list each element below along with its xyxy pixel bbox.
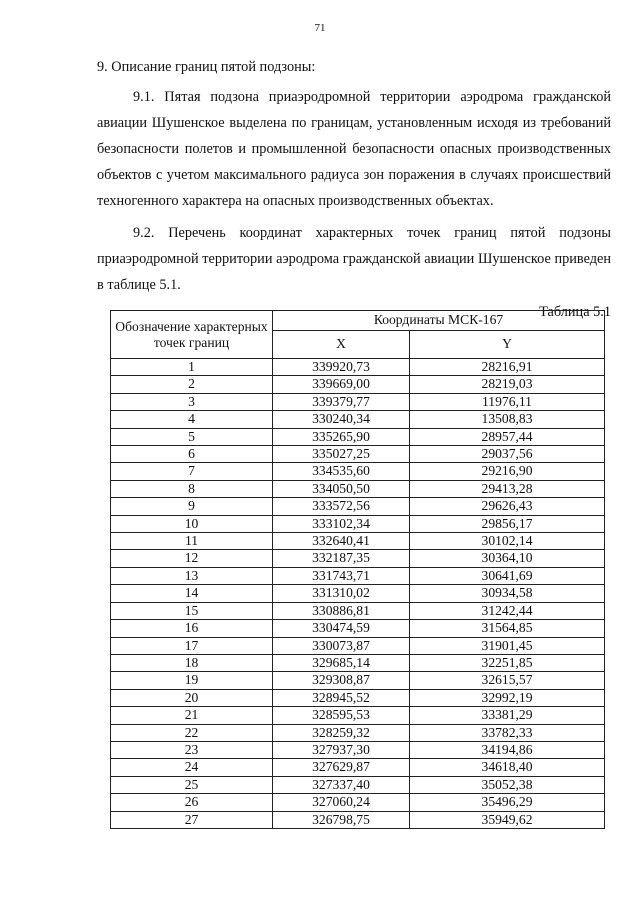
table-row: [111, 637, 605, 654]
table-row: [111, 446, 605, 463]
x-coordinate-cell: 327629,87: [273, 759, 410, 776]
point-number-cell: 4: [111, 411, 273, 428]
x-coordinate-cell: 332640,41: [273, 533, 410, 550]
point-number-cell: 13: [111, 567, 273, 584]
x-coordinate-cell: 339920,73: [273, 359, 410, 376]
point-number-cell: 9: [111, 498, 273, 515]
point-number-cell: 19: [111, 672, 273, 689]
table-row: [111, 550, 605, 567]
y-coordinate-cell: 35052,38: [410, 776, 605, 793]
table-row: [111, 776, 605, 793]
y-coordinate-cell: 34618,40: [410, 759, 605, 776]
x-coordinate-cell: 329308,87: [273, 672, 410, 689]
y-coordinate-cell: 28957,44: [410, 428, 605, 445]
x-coordinate-cell: 330073,87: [273, 637, 410, 654]
table-row: [111, 689, 605, 706]
y-coordinate-cell: 35949,62: [410, 811, 605, 828]
x-coordinate-cell: 326798,75: [273, 811, 410, 828]
y-coordinate-cell: 32992,19: [410, 689, 605, 706]
point-number-cell: 27: [111, 811, 273, 828]
header-x: X: [273, 331, 410, 359]
y-coordinate-cell: 29856,17: [410, 515, 605, 532]
y-coordinate-cell: 31564,85: [410, 620, 605, 637]
point-number-cell: 2: [111, 376, 273, 393]
point-number-cell: 12: [111, 550, 273, 567]
x-coordinate-cell: 330474,59: [273, 620, 410, 637]
y-coordinate-cell: 28219,03: [410, 376, 605, 393]
x-coordinate-cell: 332187,35: [273, 550, 410, 567]
table-row: [111, 533, 605, 550]
table-row: [111, 359, 605, 376]
x-coordinate-cell: 334535,60: [273, 463, 410, 480]
document-body: [97, 54, 611, 322]
x-coordinate-cell: 330886,81: [273, 602, 410, 619]
table-row: [111, 393, 605, 410]
y-coordinate-cell: 34194,86: [410, 741, 605, 758]
coordinates-table-body: [111, 359, 605, 829]
point-number-cell: 20: [111, 689, 273, 706]
y-coordinate-cell: 28216,91: [410, 359, 605, 376]
y-coordinate-cell: 33782,33: [410, 724, 605, 741]
x-coordinate-cell: 334050,50: [273, 480, 410, 497]
point-number-cell: 1: [111, 359, 273, 376]
page-number: 71: [314, 22, 326, 34]
x-coordinate-cell: 328259,32: [273, 724, 410, 741]
table-row: [111, 759, 605, 776]
x-coordinate-cell: 327937,30: [273, 741, 410, 758]
table-row: [111, 724, 605, 741]
x-coordinate-cell: 339669,00: [273, 376, 410, 393]
y-coordinate-cell: 32251,85: [410, 654, 605, 671]
point-number-cell: 24: [111, 759, 273, 776]
table-row: [111, 463, 605, 480]
point-number-cell: 21: [111, 707, 273, 724]
table-row: [111, 794, 605, 811]
table-row: [111, 376, 605, 393]
y-coordinate-cell: 13508,83: [410, 411, 605, 428]
x-coordinate-cell: 328595,53: [273, 707, 410, 724]
y-coordinate-cell: 31901,45: [410, 637, 605, 654]
y-coordinate-cell: 32615,57: [410, 672, 605, 689]
table-row: [111, 411, 605, 428]
point-number-cell: 17: [111, 637, 273, 654]
table-row: [111, 585, 605, 602]
y-coordinate-cell: 29037,56: [410, 446, 605, 463]
y-coordinate-cell: 30641,69: [410, 567, 605, 584]
x-coordinate-cell: 327337,40: [273, 776, 410, 793]
table-row: [111, 515, 605, 532]
y-coordinate-cell: 30102,14: [410, 533, 605, 550]
y-coordinate-cell: 29216,90: [410, 463, 605, 480]
section-heading: 9. Описание границ пятой подзоны:: [97, 59, 316, 75]
header-y: Y: [410, 331, 605, 359]
header-designation: Обозначение характерных точек границ: [111, 311, 273, 359]
x-coordinate-cell: 329685,14: [273, 654, 410, 671]
x-coordinate-cell: 330240,34: [273, 411, 410, 428]
y-coordinate-cell: 30364,10: [410, 550, 605, 567]
table-row: [111, 672, 605, 689]
point-number-cell: 8: [111, 480, 273, 497]
table-row: [111, 602, 605, 619]
point-number-cell: 23: [111, 741, 273, 758]
table-row: [111, 498, 605, 515]
y-coordinate-cell: 30934,58: [410, 585, 605, 602]
paragraph-9-2: 9.2. Перечень координат характерных точек границ пятой подзоны приаэродромной территории аэродрома гражданской авиации Шушенское приведен в таблице 5.1.: [97, 225, 611, 293]
table-row: [111, 480, 605, 497]
y-coordinate-cell: 35496,29: [410, 794, 605, 811]
x-coordinate-cell: 335027,25: [273, 446, 410, 463]
x-coordinate-cell: 331310,02: [273, 585, 410, 602]
point-number-cell: 15: [111, 602, 273, 619]
y-coordinate-cell: 29413,28: [410, 480, 605, 497]
point-number-cell: 22: [111, 724, 273, 741]
y-coordinate-cell: 11976,11: [410, 393, 605, 410]
point-number-cell: 6: [111, 446, 273, 463]
point-number-cell: 26: [111, 794, 273, 811]
table-row: [111, 707, 605, 724]
x-coordinate-cell: 331743,71: [273, 567, 410, 584]
point-number-cell: 14: [111, 585, 273, 602]
table-caption: Таблица 5.1: [539, 304, 611, 320]
table-row: [111, 654, 605, 671]
coordinates-table: [110, 310, 605, 829]
point-number-cell: 3: [111, 393, 273, 410]
table-row: [111, 428, 605, 445]
x-coordinate-cell: 333572,56: [273, 498, 410, 515]
point-number-cell: 5: [111, 428, 273, 445]
point-number-cell: 10: [111, 515, 273, 532]
x-coordinate-cell: 339379,77: [273, 393, 410, 410]
y-coordinate-cell: 31242,44: [410, 602, 605, 619]
table-row: [111, 811, 605, 828]
point-number-cell: 11: [111, 533, 273, 550]
y-coordinate-cell: 29626,43: [410, 498, 605, 515]
point-number-cell: 16: [111, 620, 273, 637]
table-row: [111, 620, 605, 637]
point-number-cell: 25: [111, 776, 273, 793]
y-coordinate-cell: 33381,29: [410, 707, 605, 724]
header-coordinates: Координаты МСК-167: [273, 311, 605, 331]
x-coordinate-cell: 333102,34: [273, 515, 410, 532]
x-coordinate-cell: 327060,24: [273, 794, 410, 811]
table-row: [111, 741, 605, 758]
x-coordinate-cell: 328945,52: [273, 689, 410, 706]
paragraph-9-1: 9.1. Пятая подзона приаэродромной территории аэродрома гражданской авиации Шушенское выделена по границам, установленным исходя из требований безопасности полетов и промышленной безопасности опасных производственных объектов с учетом максимального радиуса зон поражения в случаях происшествий техногенного характера на опасных производственных объектах.: [97, 89, 611, 209]
point-number-cell: 7: [111, 463, 273, 480]
point-number-cell: 18: [111, 654, 273, 671]
x-coordinate-cell: 335265,90: [273, 428, 410, 445]
table-row: [111, 567, 605, 584]
